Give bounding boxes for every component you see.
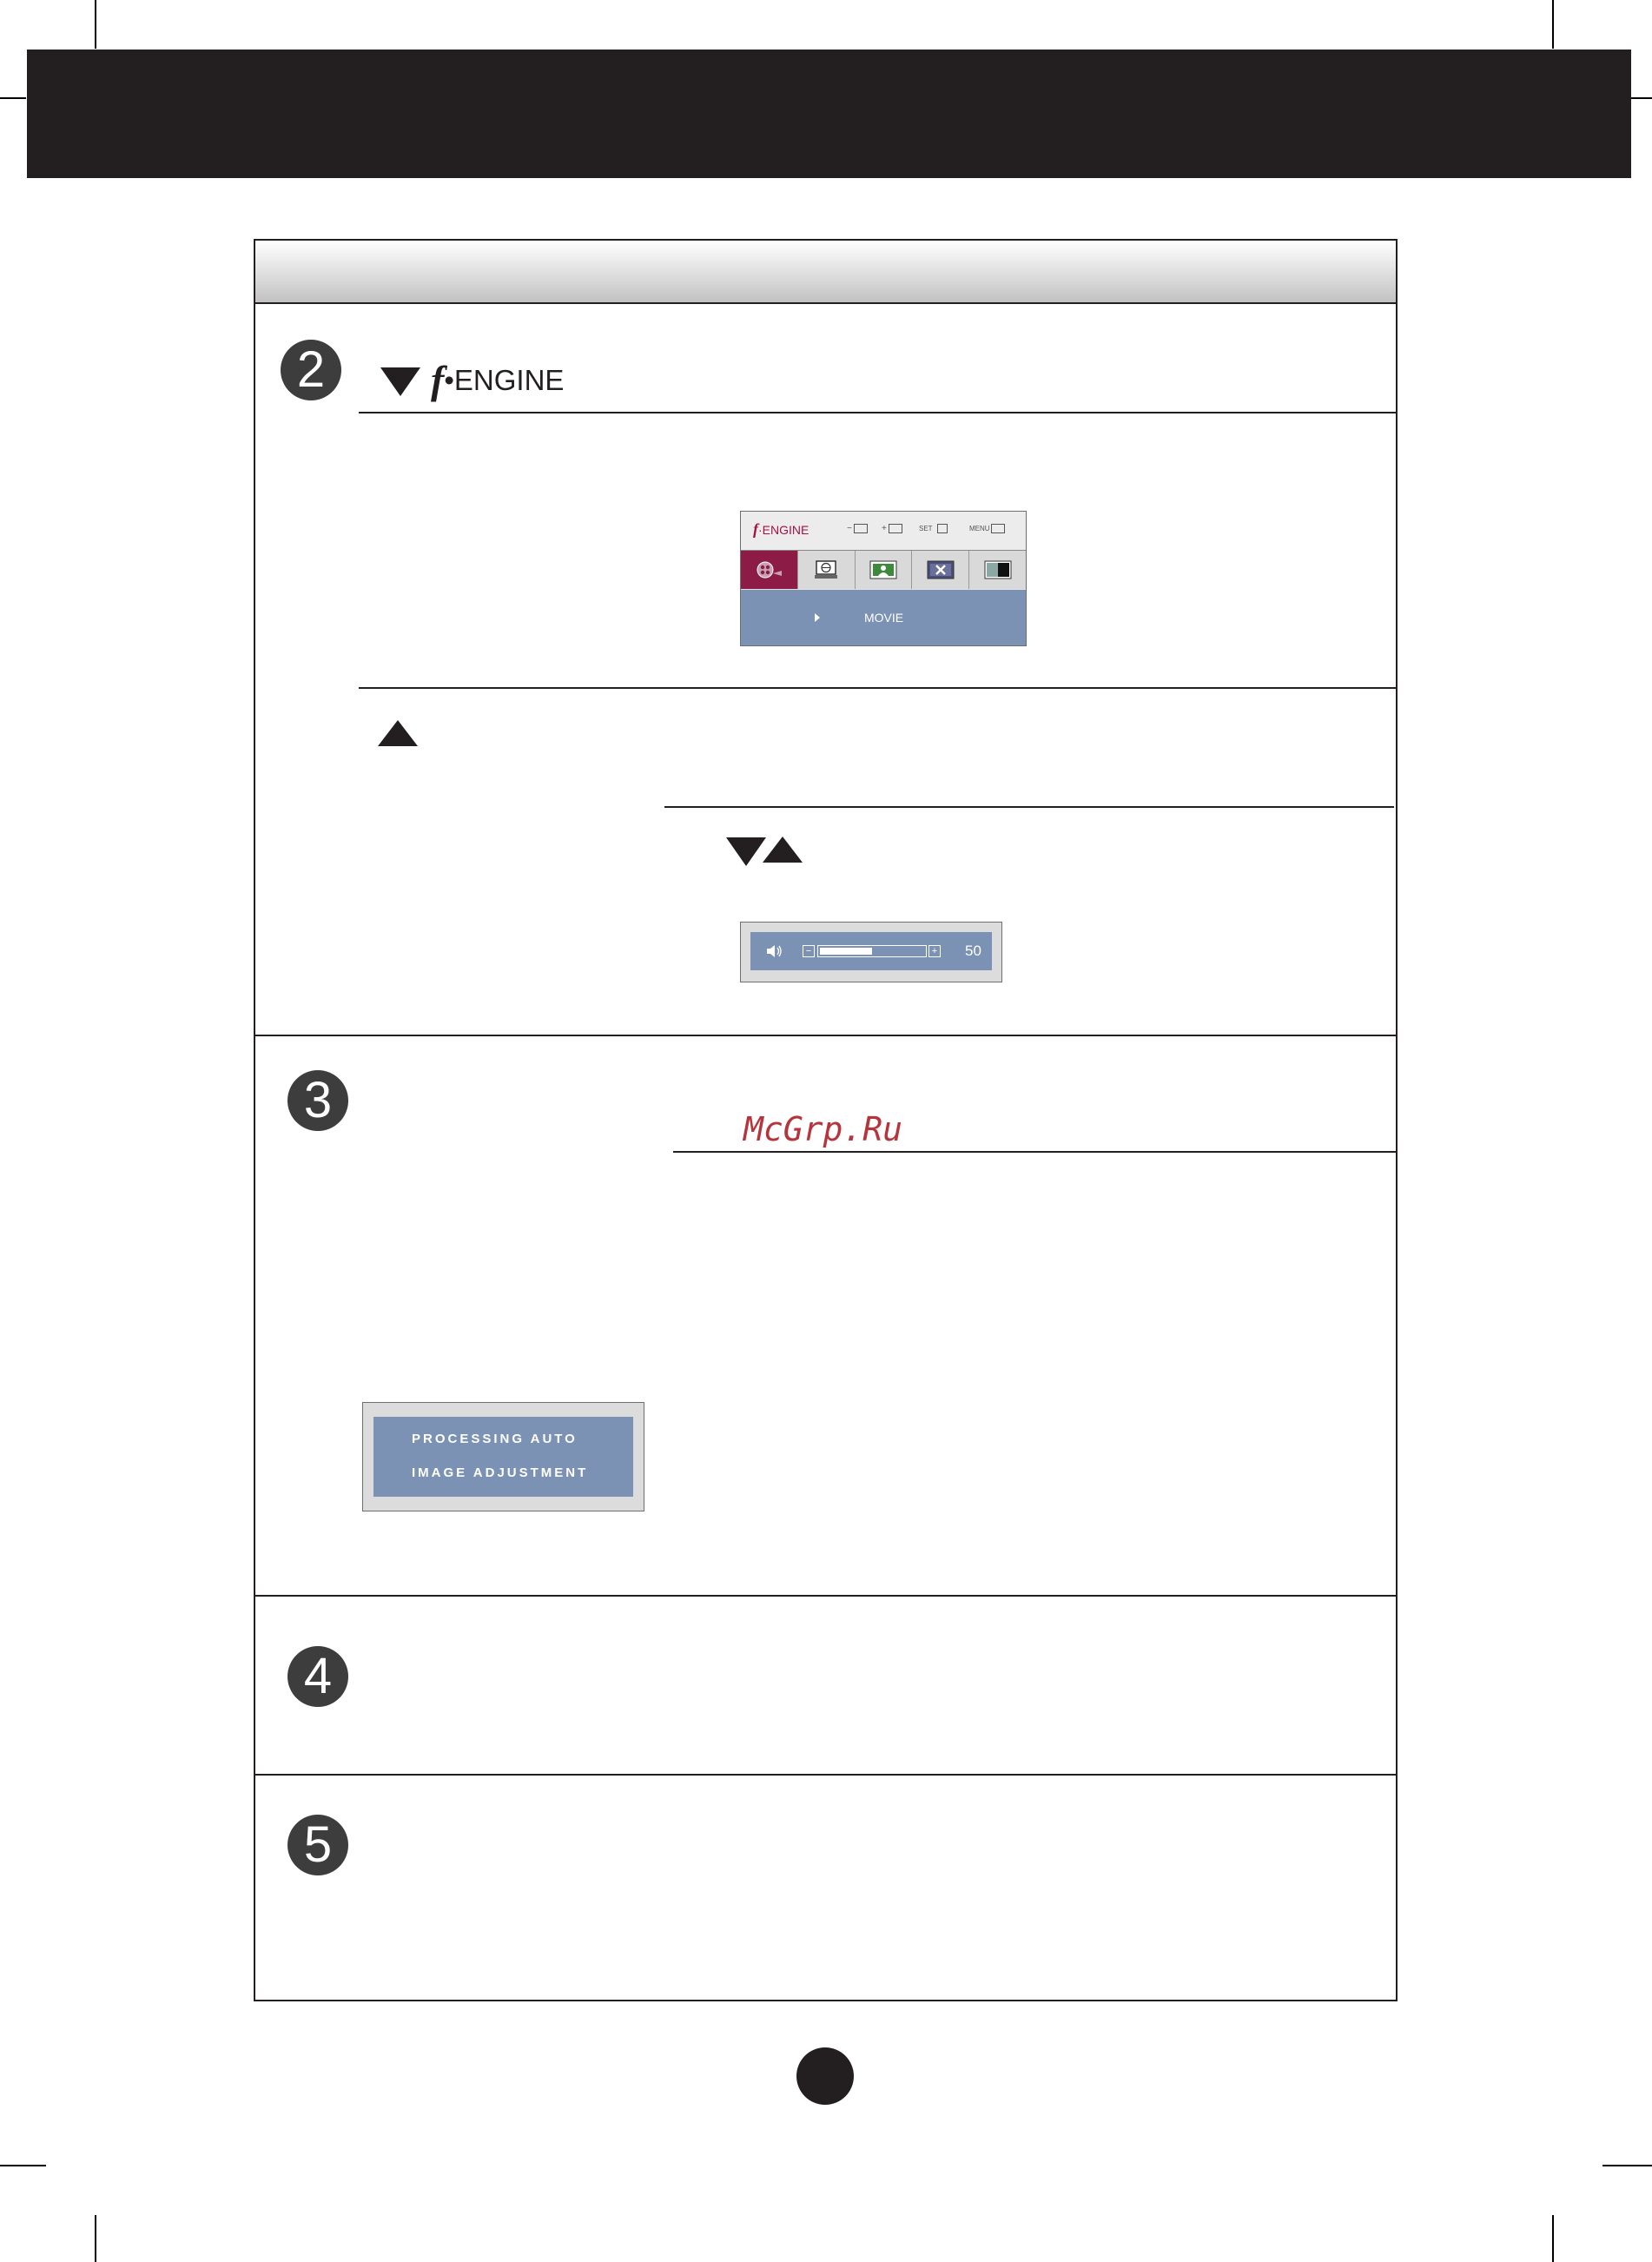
crop-mark [1602, 2165, 1652, 2166]
osd-set-icon [937, 524, 948, 533]
osd-f-logo: f [753, 520, 758, 538]
processing-line-2: IMAGE ADJUSTMENT [412, 1465, 589, 1480]
osd-mode-icons [741, 551, 1026, 589]
movie-icon [754, 560, 783, 579]
engine-dot: • [444, 363, 454, 396]
osd-menu-top [741, 512, 1026, 551]
volume-slider-fill [820, 948, 872, 955]
divider [254, 1774, 1398, 1776]
down-up-arrows [726, 837, 803, 866]
volume-osd [740, 922, 1002, 982]
volume-slider-track [817, 945, 927, 957]
osd-plus-icon [889, 524, 902, 533]
f-engine-logo: f [431, 358, 445, 402]
osd-menu-control [969, 524, 1005, 533]
internet-icon [813, 559, 839, 580]
osd-mode-normal [912, 551, 969, 589]
crop-mark [1631, 97, 1652, 99]
speaker-icon [766, 943, 783, 959]
divider [254, 1595, 1398, 1597]
volume-minus-icon: − [803, 945, 815, 957]
processing-osd [362, 1402, 644, 1511]
normal-icon [926, 559, 955, 580]
osd-minus-control [847, 524, 868, 533]
osd-engine-title: f·ENGINE [753, 520, 809, 538]
processing-line-1: PROCESSING AUTO [412, 1432, 578, 1446]
osd-minus-icon [854, 524, 868, 533]
osd-mode-movie [741, 551, 798, 589]
step-number-2: 2 [281, 340, 341, 400]
volume-osd-panel [750, 932, 992, 970]
processing-osd-panel [373, 1417, 633, 1497]
up-arrow-icon [763, 837, 803, 863]
divider [359, 687, 1398, 689]
step-number-3: 3 [287, 1070, 348, 1131]
osd-mode-internet [798, 551, 856, 589]
page-number-badge [796, 2047, 854, 2105]
osd-plus-control [882, 524, 902, 533]
divider [664, 806, 1394, 808]
volume-plus-icon: + [928, 945, 941, 957]
user-icon [869, 559, 898, 580]
osd-minus-label: − [847, 524, 852, 534]
f-engine-osd-menu [740, 511, 1027, 646]
divider [673, 1151, 1398, 1153]
osd-selected-mode-bar [741, 590, 1026, 645]
osd-selected-mode: MOVIE [864, 611, 904, 625]
crop-mark [0, 97, 26, 99]
osd-plus-label: + [882, 524, 887, 534]
play-arrow-icon [815, 613, 820, 622]
down-arrow-icon [380, 367, 420, 396]
up-arrow-icon [378, 720, 418, 746]
crop-mark [95, 0, 96, 49]
down-arrow-icon [726, 837, 766, 866]
table-header-row [255, 241, 1396, 304]
step-number-5: 5 [287, 1815, 348, 1875]
volume-value: 50 [965, 942, 981, 959]
osd-menu-icon [991, 524, 1005, 533]
engine-label: ENGINE [453, 363, 565, 396]
osd-menu-label: MENU [969, 525, 990, 533]
osd-mode-demo [969, 551, 1026, 589]
demo-icon [983, 559, 1013, 580]
osd-set-control [919, 524, 948, 533]
step-number-4: 4 [287, 1646, 348, 1707]
engine-heading [380, 357, 564, 403]
crop-mark [95, 2215, 96, 2262]
crop-mark [1552, 0, 1554, 49]
page-header-bar [27, 50, 1631, 178]
osd-mode-user [856, 551, 913, 589]
osd-engine-label: ENGINE [762, 523, 809, 537]
osd-set-label: SET [919, 525, 933, 533]
watermark: McGrp.Ru [743, 1110, 903, 1148]
divider [359, 412, 1398, 413]
crop-mark [0, 2165, 46, 2166]
crop-mark [1552, 2215, 1554, 2262]
divider [254, 1035, 1398, 1036]
